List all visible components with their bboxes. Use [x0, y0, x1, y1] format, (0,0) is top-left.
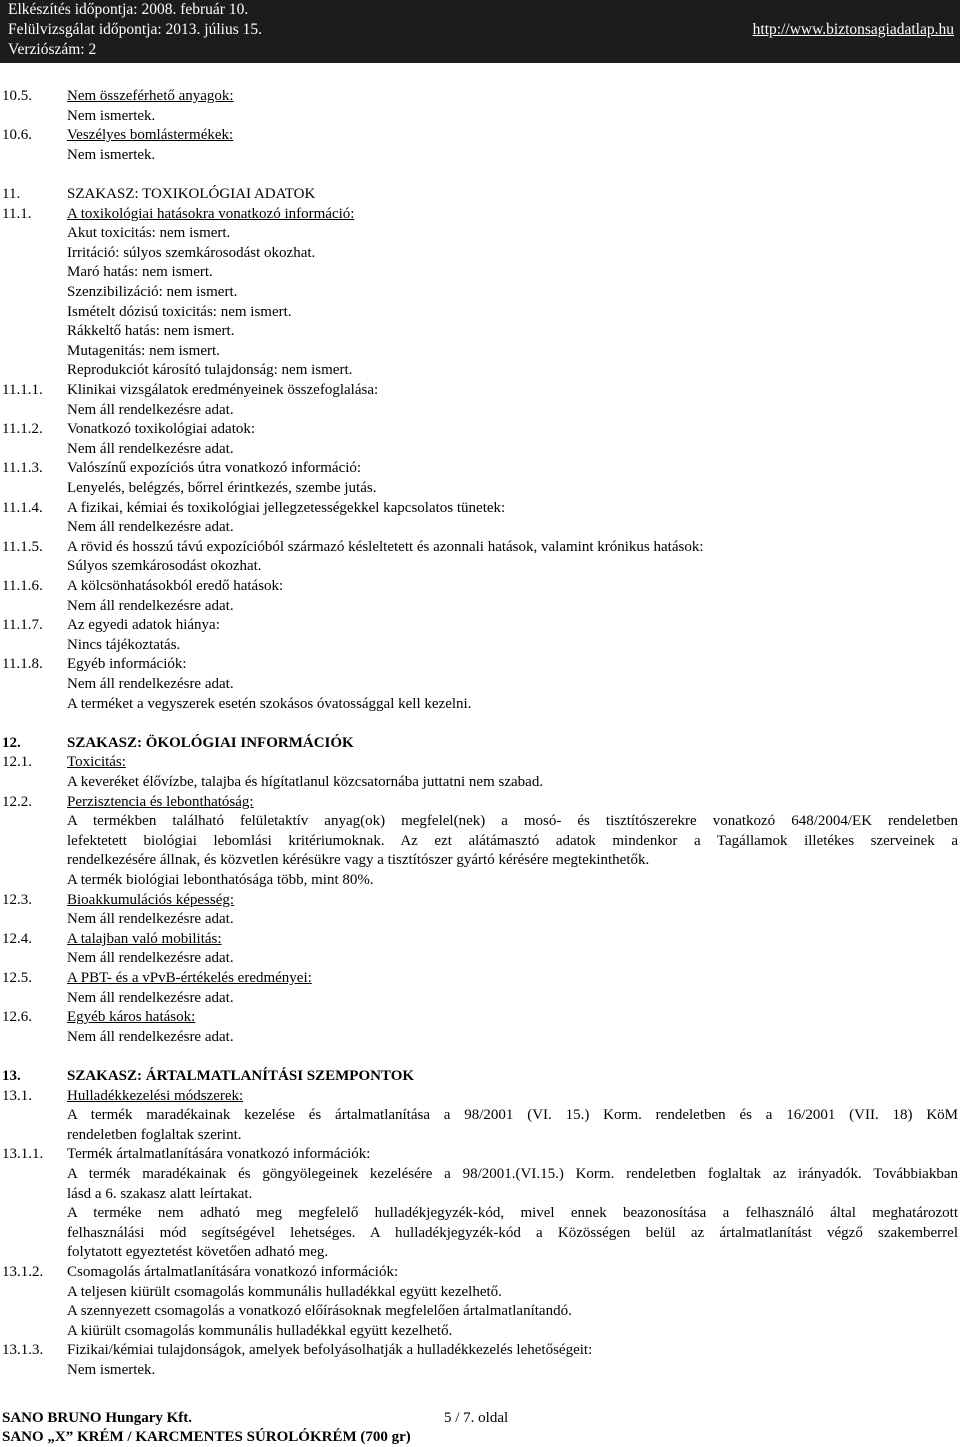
section-line	[0, 616, 960, 636]
section-number: 12.2.	[2, 793, 32, 810]
section-line	[0, 577, 960, 597]
page-header	[0, 0, 960, 63]
section-number: 11.	[2, 186, 21, 202]
section-line	[0, 381, 960, 401]
company-name: SANO BRUNO Hungary Kft.	[2, 1410, 193, 1426]
text-line	[0, 361, 960, 381]
line-text: Nem áll rendelkezésre adat.	[67, 989, 234, 1006]
section-number: 13.1.2.	[2, 1264, 44, 1280]
line-text: Csomagolás ártalmatlanítására vonatkozó információk:	[67, 1264, 399, 1280]
text-line	[0, 773, 960, 793]
section-line	[0, 420, 960, 440]
section-line	[0, 1341, 960, 1361]
text-line	[0, 303, 960, 323]
section-line	[0, 538, 960, 558]
subsection-title: Bioakkumulációs képesség:	[67, 891, 235, 908]
section-line	[0, 205, 960, 225]
section-line	[0, 1067, 960, 1087]
section-number: 12.5.	[2, 970, 32, 986]
line-text: A termék maradékainak és göngyölegeinek kezelésére a 98/2001.(VI.15.) Korm. rendeletben foglaltak az irányadók. Továbbiakban	[67, 1166, 958, 1182]
line-text: Nem áll rendelkezésre adat.	[67, 440, 234, 457]
section-number: 11.1.	[2, 205, 32, 222]
section-line	[0, 891, 960, 911]
section-number: 12.3.	[2, 891, 32, 908]
subsection-title: Hulladékkezelési módszerek:	[67, 1087, 244, 1104]
text-line	[0, 1361, 960, 1381]
line-text: A termék maradékainak kezelése és ártalmatlanítása a 98/2001 (VI. 15.) Korm. rendeletben és a 16/2001 (VII. 18) KöM	[67, 1107, 958, 1124]
line-text: A keveréket élővízbe, talajba és hígítatlanul közcsatornába juttatni nem szabad.	[67, 774, 544, 790]
section-number: 13.	[2, 1068, 21, 1084]
line-text: A kiürült csomagolás kommunális hulladékkal együtt kezelhető.	[67, 1322, 453, 1339]
text-line	[0, 322, 960, 342]
line-text: Klinikai vizsgálatok eredményeinek összefoglalása:	[67, 382, 379, 398]
line-text: Nem áll rendelkezésre adat.	[67, 911, 234, 928]
text-line	[0, 146, 960, 166]
section-number: 12.	[2, 734, 21, 751]
section-line	[0, 734, 960, 754]
text-line	[0, 1204, 960, 1224]
line-text: A terméket a vegyszerek esetén szokásos óvatossággal kell kezelni.	[67, 695, 472, 712]
section-line	[0, 1008, 960, 1028]
revision-date: Felülvizsgálat időpontja: 2013. július 15.	[8, 21, 263, 38]
section-number: 11.1.3.	[2, 460, 43, 477]
text-line	[0, 283, 960, 303]
product-name: SANO „X” KRÉM / KARCMENTES SÚROLÓKRÉM (700 gr)	[2, 1429, 411, 1445]
line-text: Rákkeltő hatás: nem ismert.	[67, 323, 235, 340]
text-line	[0, 989, 960, 1009]
line-text: Súlyos szemkárosodást okozhat.	[67, 558, 262, 575]
text-line	[0, 1106, 960, 1126]
line-text: A kölcsönhatásokból eredő hatások:	[67, 578, 284, 594]
subsection-title: A talajban való mobilitás:	[67, 930, 222, 947]
subsection-title: Veszélyes bomlástermékek:	[67, 127, 234, 144]
text-line	[0, 1322, 960, 1342]
text-line	[0, 910, 960, 930]
version-number: Verziószám: 2	[8, 41, 97, 58]
text-line	[0, 832, 960, 852]
text-line	[0, 1028, 960, 1048]
section-line	[0, 753, 960, 773]
line-text: Nem áll rendelkezésre adat.	[67, 676, 234, 692]
line-text: A szennyezett csomagolás a vonatkozó előírásoknak megfelelően ártalmatlanítandó.	[67, 1303, 572, 1320]
line-text: Nem ismertek.	[67, 146, 156, 163]
text-line	[0, 107, 960, 127]
section-number: 13.1.	[2, 1087, 32, 1104]
section-line	[0, 1145, 960, 1165]
line-text: felhasználási mód segítségével lehetséges. A hulladékjegyzék-kód a Közösségen belül az ártalmatlanítást végző szakemberrel	[67, 1224, 958, 1241]
line-text: Irritáció: súlyos szemkárosodást okozhat.	[67, 244, 316, 261]
section-line	[0, 930, 960, 950]
subsection-title: Egyéb káros hatások:	[67, 1009, 196, 1026]
section-number: 11.1.4.	[2, 499, 43, 516]
line-text: rendelkezésére állnak, és közvetlen kérésükre vagy a tisztítószer gyártó kérésére megtekinthetők.	[67, 852, 650, 869]
section-heading: SZAKASZ: ÁRTALMATLANÍTÁSI SZEMPONTOK	[67, 1068, 415, 1084]
section-number: 11.1.1.	[2, 382, 43, 398]
line-text: lásd a 6. szakasz alatt leírtakat.	[67, 1185, 253, 1202]
text-line	[0, 636, 960, 656]
section-number: 10.5.	[2, 88, 32, 104]
section-number: 13.1.1.	[2, 1146, 44, 1163]
line-text: SZAKASZ: TOXIKOLÓGIAI ADATOK	[67, 186, 316, 202]
line-text: Ismételt dózisú toxicitás: nem ismert.	[67, 303, 292, 320]
text-line	[0, 440, 960, 460]
section-number: 10.6.	[2, 127, 32, 144]
line-text: Nincs tájékoztatás.	[67, 636, 181, 653]
text-line	[0, 1243, 960, 1263]
line-text: Nem ismertek.	[67, 1362, 156, 1378]
section-number: 11.1.2.	[2, 421, 43, 438]
section-number: 13.1.3.	[2, 1342, 44, 1359]
website-link[interactable]: http://www.biztonsagiadatlap.hu	[752, 21, 954, 38]
line-text: Lenyelés, belégzés, bőrrel érintkezés, szembe jutás.	[67, 480, 377, 496]
line-text: Nem áll rendelkezésre adat.	[67, 1028, 234, 1045]
text-line	[0, 1185, 960, 1205]
line-text: Nem áll rendelkezésre adat.	[67, 519, 234, 536]
text-line	[0, 695, 960, 715]
line-text: Maró hatás: nem ismert.	[67, 264, 213, 281]
section-number: 12.6.	[2, 1009, 32, 1026]
section-line	[0, 126, 960, 146]
section-line	[0, 185, 960, 205]
text-line	[0, 597, 960, 617]
text-line	[0, 244, 960, 264]
section-line	[0, 459, 960, 479]
line-text: A fizikai, kémiai és toxikológiai jellegzetességekkel kapcsolatos tünetek:	[67, 499, 506, 516]
text-line	[0, 1302, 960, 1322]
line-text: A termék biológiai lebonthatósága több, mint 80%.	[67, 872, 374, 888]
subsection-title: Perzisztencia és lebonthatóság:	[67, 793, 254, 810]
line-text: lefektetett biológiai lebomlási kritériumoknak. Az ezt alátámasztó adatok mindenkor a Tagállamok illetékes szerveinek a	[67, 832, 958, 849]
text-line	[0, 871, 960, 891]
subsection-title: A PBT- és a vPvB-értékelés eredményei:	[67, 970, 312, 986]
section-number: 12.4.	[2, 930, 32, 947]
text-line	[0, 557, 960, 577]
line-text: Fizikai/kémiai tulajdonságok, amelyek befolyásolhatják a hulladékkezelés lehetőségeit:	[67, 1342, 593, 1359]
section-line	[0, 655, 960, 675]
line-text: A termékben található felületaktív anyag(ok) megfelel(nek) a mosó- és tisztítószerekre vonatkozó 648/2004/EK rendeletben	[67, 813, 958, 830]
text-line	[0, 1283, 960, 1303]
section-line	[0, 87, 960, 107]
text-line	[0, 401, 960, 421]
line-text: Nem áll rendelkezésre adat.	[67, 597, 234, 614]
line-text: Akut toxicitás: nem ismert.	[67, 225, 231, 242]
section-number: 12.1.	[2, 754, 32, 771]
created-date: Elkészítés időpontja: 2008. február 10.	[8, 1, 249, 18]
line-text: folytatott egyeztetést követően adható meg.	[67, 1244, 329, 1261]
text-line	[0, 1165, 960, 1185]
section-heading: SZAKASZ: ÖKOLÓGIAI INFORMÁCIÓK	[67, 734, 354, 751]
line-text: Nem áll rendelkezésre adat.	[67, 950, 234, 967]
line-text: Nem áll rendelkezésre adat.	[67, 401, 234, 418]
text-line	[0, 518, 960, 538]
text-line	[0, 949, 960, 969]
section-line	[0, 1263, 960, 1283]
subsection-title: Nem összeférhető anyagok:	[67, 88, 234, 104]
line-text: rendeletben foglaltak szerint.	[67, 1126, 242, 1143]
text-line	[0, 479, 960, 499]
section-number: 11.1.6.	[2, 578, 43, 594]
line-text: Mutagenitás: nem ismert.	[67, 342, 220, 359]
line-text: Nem ismertek.	[67, 107, 156, 124]
section-number: 11.1.8.	[2, 656, 43, 673]
line-text: Szenzibilizáció: nem ismert.	[67, 284, 238, 300]
text-line	[0, 1224, 960, 1244]
section-line	[0, 969, 960, 989]
subsection-title: A toxikológiai hatásokra vonatkozó információ:	[67, 205, 355, 222]
text-line	[0, 851, 960, 871]
section-line	[0, 1087, 960, 1107]
line-text: Reprodukciót károsító tulajdonság: nem ismert.	[67, 362, 353, 379]
text-line	[0, 224, 960, 244]
subsection-title: Toxicitás:	[67, 754, 126, 771]
line-text: A rövid és hosszú távú expozícióból származó késleltetett és azonnali hatások, valamint krónikus hatások:	[67, 538, 704, 555]
line-text: Vonatkozó toxikológiai adatok:	[67, 421, 256, 438]
line-text: Termék ártalmatlanítására vonatkozó információk:	[67, 1146, 371, 1163]
section-number: 11.1.5.	[2, 538, 43, 555]
line-text: Egyéb információk:	[67, 656, 187, 673]
section-line	[0, 499, 960, 519]
line-text: A terméke nem adható meg megfelelő hulladékjegyzék-kód, mivel ennek beazonosítása a felhasználó által meghatározott	[67, 1205, 958, 1222]
text-line	[0, 1126, 960, 1146]
text-line	[0, 812, 960, 832]
line-text: Az egyedi adatok hiánya:	[67, 617, 220, 634]
text-line	[0, 675, 960, 695]
line-text: A teljesen kiürült csomagolás kommunális hulladékkal együtt kezelhető.	[67, 1283, 502, 1300]
page-number: 5 / 7. oldal	[444, 1410, 509, 1426]
section-line	[0, 793, 960, 813]
text-line	[0, 342, 960, 362]
section-number: 11.1.7.	[2, 617, 43, 634]
line-text: Valószínű expozíciós útra vonatkozó információ:	[67, 460, 362, 477]
text-line	[0, 263, 960, 283]
